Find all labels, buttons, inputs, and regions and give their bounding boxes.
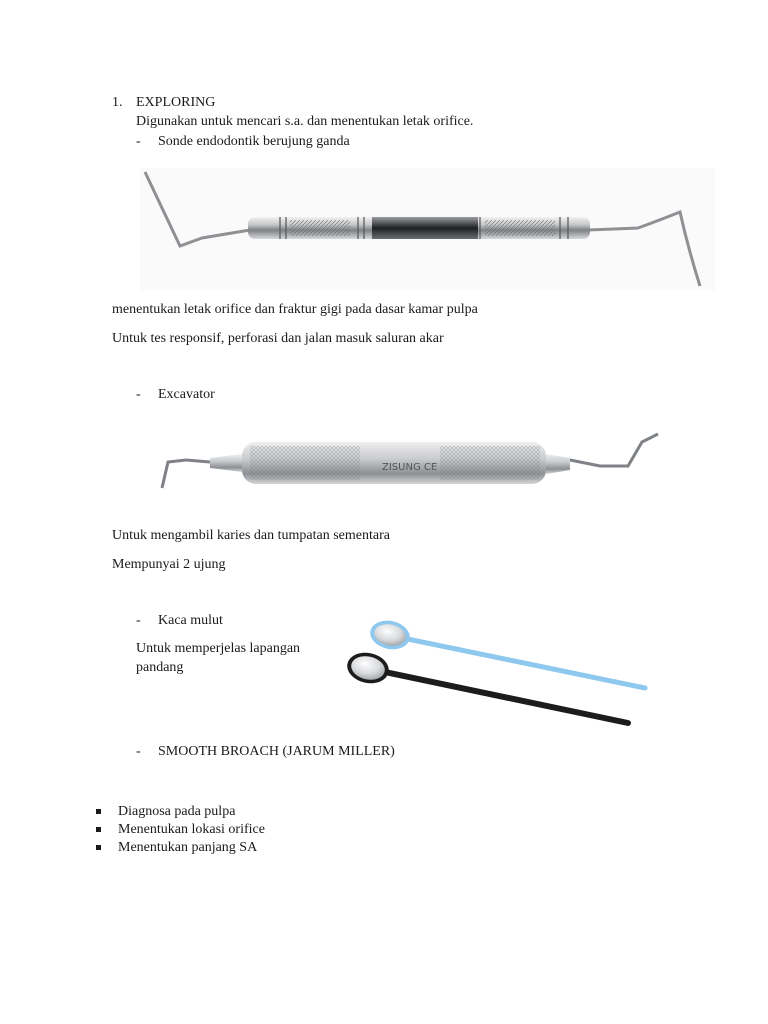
excavator-image bbox=[150, 422, 670, 498]
kaca-note-1: Untuk memperjelas lapangan bbox=[136, 641, 301, 656]
item-dash: - bbox=[136, 613, 141, 628]
sonde-note-1: menentukan letak orifice dan fraktur gigi pada dasar kamar pulpa bbox=[112, 302, 478, 317]
kaca-note-2: pandang bbox=[136, 660, 184, 675]
bullet-item: Menentukan lokasi orifice bbox=[118, 822, 265, 837]
item-label-excavator: Excavator bbox=[158, 387, 215, 402]
section-title: EXPLORING bbox=[136, 95, 216, 110]
excavator-engraving: ZISUNG CE bbox=[382, 462, 438, 473]
excavator-note-1: Untuk mengambil karies dan tumpatan sementara bbox=[112, 528, 390, 543]
item-dash: - bbox=[136, 387, 141, 402]
sonde-note-2: Untuk tes responsif, perforasi dan jalan masuk saluran akar bbox=[112, 331, 444, 346]
kaca-mulut-image bbox=[340, 615, 650, 730]
section-description: Digunakan untuk mencari s.a. dan menentukan letak orifice. bbox=[136, 114, 474, 129]
bullet-square-icon bbox=[96, 845, 101, 850]
item-label-smooth-broach: SMOOTH BROACH (JARUM MILLER) bbox=[158, 744, 395, 759]
bullet-square-icon bbox=[96, 827, 101, 832]
item-dash: - bbox=[136, 134, 141, 149]
item-label-kaca-mulut: Kaca mulut bbox=[158, 613, 223, 628]
item-dash: - bbox=[136, 744, 141, 759]
section-number: 1. bbox=[112, 95, 123, 110]
bullet-item: Diagnosa pada pulpa bbox=[118, 804, 236, 819]
bullet-square-icon bbox=[96, 809, 101, 814]
excavator-note-2: Mempunyai 2 ujung bbox=[112, 557, 226, 572]
item-label-sonde: Sonde endodontik berujung ganda bbox=[158, 134, 350, 149]
bullet-item: Menentukan panjang SA bbox=[118, 840, 258, 855]
sonde-endodontik-image bbox=[140, 168, 715, 290]
